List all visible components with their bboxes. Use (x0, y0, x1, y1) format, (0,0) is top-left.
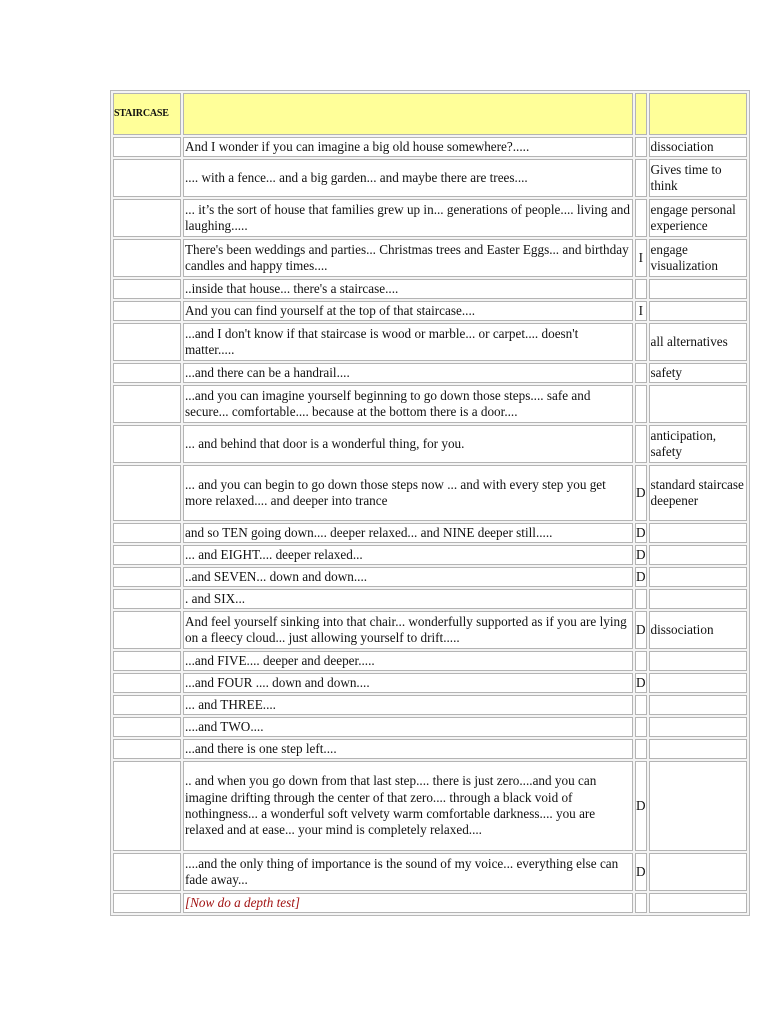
script-text-cell: ...and there is one step left.... (183, 739, 633, 759)
table-row (113, 739, 747, 759)
technique-mark-cell: D (635, 545, 647, 565)
row-number-cell (113, 673, 181, 693)
technique-mark-cell: D (635, 567, 647, 587)
technique-mark-cell (635, 323, 647, 361)
script-text-cell: ... and you can begin to go down those steps now ... and with every step you get more relaxed.... and deeper into trance (183, 465, 633, 521)
table-row (113, 363, 747, 383)
row-number-cell (113, 425, 181, 463)
purpose-note-cell (649, 673, 747, 693)
staircase-script-table (110, 90, 750, 916)
technique-mark-cell (635, 739, 647, 759)
table-row (113, 589, 747, 609)
table-row (113, 137, 747, 157)
script-text-cell: . and SIX... (183, 589, 633, 609)
script-text-cell: ..and SEVEN... down and down.... (183, 567, 633, 587)
table-row (113, 853, 747, 891)
table-row (113, 323, 747, 361)
script-text-cell: There's been weddings and parties... Christmas trees and Easter Eggs... and birthday candles and happy times.... (183, 239, 633, 277)
script-text-cell: .. and when you go down from that last step.... there is just zero....and you can imagine drifting through the center of that zero.... through a black void of nothingness... a wonderful soft velvety warm comfortable darkness.... you are relaxed and at ease... your mind is completely relaxed.... (183, 761, 633, 851)
row-number-cell (113, 385, 181, 423)
purpose-note-cell (649, 301, 747, 321)
row-number-cell (113, 853, 181, 891)
purpose-note-cell: Gives time to think (649, 159, 747, 197)
technique-mark-cell (635, 279, 647, 299)
technique-mark-cell: D (635, 673, 647, 693)
script-text-cell: ...and FIVE.... deeper and deeper..... (183, 651, 633, 671)
purpose-note-cell (649, 385, 747, 423)
script-text-cell: ....and the only thing of importance is the sound of my voice... everything else can fade away... (183, 853, 633, 891)
table-row (113, 239, 747, 277)
technique-mark-cell: I (635, 239, 647, 277)
row-number-cell (113, 567, 181, 587)
row-number-cell (113, 589, 181, 609)
row-number-cell (113, 137, 181, 157)
row-number-cell (113, 893, 181, 913)
row-number-cell (113, 611, 181, 649)
table-row (113, 695, 747, 715)
table-row (113, 523, 747, 543)
technique-mark-cell: D (635, 853, 647, 891)
table-row (113, 199, 747, 237)
table-row (113, 279, 747, 299)
script-text-cell: ... and EIGHT.... deeper relaxed... (183, 545, 633, 565)
script-text-cell: And feel yourself sinking into that chair... wonderfully supported as if you are lying on a fleecy cloud... just allowing yourself to drift..... (183, 611, 633, 649)
technique-mark-cell: D (635, 611, 647, 649)
table-row (113, 465, 747, 521)
technique-mark-cell (635, 717, 647, 737)
purpose-note-cell: all alternatives (649, 323, 747, 361)
header-blank (183, 93, 633, 135)
purpose-note-cell (649, 853, 747, 891)
purpose-note-cell: anticipation, safety (649, 425, 747, 463)
script-text-cell: ..inside that house... there's a staircase.... (183, 279, 633, 299)
purpose-note-cell (649, 523, 747, 543)
script-text-cell: [Now do a depth test] (183, 893, 633, 913)
technique-mark-cell (635, 137, 647, 157)
table-row (113, 673, 747, 693)
purpose-note-cell (649, 651, 747, 671)
table-row (113, 425, 747, 463)
purpose-note-cell: engage visualization (649, 239, 747, 277)
table-row (113, 567, 747, 587)
script-text-cell: ... it’s the sort of house that families grew up in... generations of people.... living and laughing..... (183, 199, 633, 237)
purpose-note-cell (649, 545, 747, 565)
row-number-cell (113, 301, 181, 321)
table-row (113, 651, 747, 671)
script-text-cell: .... with a fence... and a big garden... and maybe there are trees.... (183, 159, 633, 197)
row-number-cell (113, 279, 181, 299)
script-text-cell: And I wonder if you can imagine a big old house somewhere?..... (183, 137, 633, 157)
technique-mark-cell: D (635, 761, 647, 851)
purpose-note-cell (649, 279, 747, 299)
row-number-cell (113, 545, 181, 565)
row-number-cell (113, 323, 181, 361)
purpose-note-cell (649, 893, 747, 913)
row-number-cell (113, 651, 181, 671)
header-blank (635, 93, 647, 135)
technique-mark-cell (635, 199, 647, 237)
table-row (113, 301, 747, 321)
header-blank (649, 93, 747, 135)
row-number-cell (113, 695, 181, 715)
purpose-note-cell: dissociation (649, 137, 747, 157)
purpose-note-cell: safety (649, 363, 747, 383)
table-row (113, 717, 747, 737)
purpose-note-cell (649, 567, 747, 587)
header-title: STAIRCASE (113, 93, 181, 135)
table-row (113, 611, 747, 649)
purpose-note-cell (649, 761, 747, 851)
row-number-cell (113, 717, 181, 737)
table-row (113, 385, 747, 423)
script-text-cell: ...and you can imagine yourself beginning to go down those steps.... safe and secure... comfortable.... because at the bottom there is a door.... (183, 385, 633, 423)
script-text-cell: ... and THREE.... (183, 695, 633, 715)
technique-mark-cell (635, 159, 647, 197)
row-number-cell (113, 159, 181, 197)
row-number-cell (113, 739, 181, 759)
script-text-cell: ...and there can be a handrail.... (183, 363, 633, 383)
purpose-note-cell (649, 739, 747, 759)
script-text-cell: ... and behind that door is a wonderful thing, for you. (183, 425, 633, 463)
table-row (113, 893, 747, 913)
row-number-cell (113, 761, 181, 851)
purpose-note-cell (649, 717, 747, 737)
technique-mark-cell (635, 385, 647, 423)
row-number-cell (113, 363, 181, 383)
script-text-cell: ....and TWO.... (183, 717, 633, 737)
technique-mark-cell (635, 695, 647, 715)
script-text-cell: ...and FOUR .... down and down.... (183, 673, 633, 693)
technique-mark-cell (635, 425, 647, 463)
purpose-note-cell (649, 589, 747, 609)
purpose-note-cell: dissociation (649, 611, 747, 649)
script-text-cell: ...and I don't know if that staircase is wood or marble... or carpet.... doesn't matter..... (183, 323, 633, 361)
technique-mark-cell (635, 893, 647, 913)
purpose-note-cell: standard staircase deepener (649, 465, 747, 521)
row-number-cell (113, 465, 181, 521)
header-row (113, 93, 747, 135)
script-text-cell: and so TEN going down.... deeper relaxed... and NINE deeper still..... (183, 523, 633, 543)
technique-mark-cell: I (635, 301, 647, 321)
row-number-cell (113, 523, 181, 543)
technique-mark-cell (635, 589, 647, 609)
technique-mark-cell (635, 363, 647, 383)
row-number-cell (113, 199, 181, 237)
technique-mark-cell: D (635, 465, 647, 521)
purpose-note-cell (649, 695, 747, 715)
row-number-cell (113, 239, 181, 277)
table-row (113, 545, 747, 565)
purpose-note-cell: engage personal experience (649, 199, 747, 237)
technique-mark-cell: D (635, 523, 647, 543)
table-row (113, 159, 747, 197)
table-row (113, 761, 747, 851)
technique-mark-cell (635, 651, 647, 671)
script-text-cell: And you can find yourself at the top of that staircase.... (183, 301, 633, 321)
